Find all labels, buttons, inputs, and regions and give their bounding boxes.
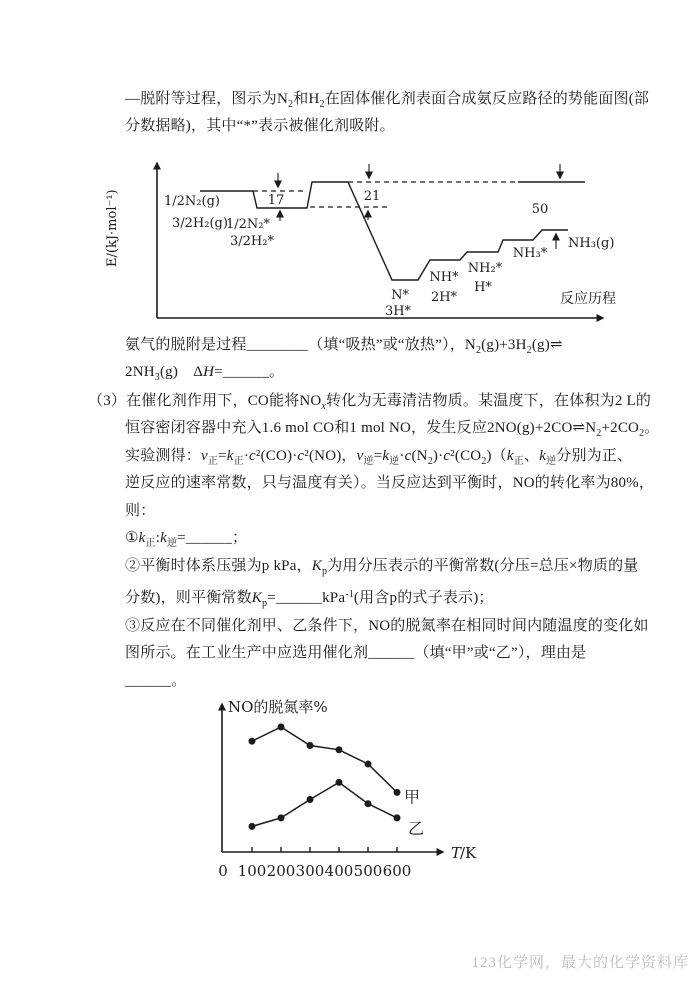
chart-title: NO的脱氮率% (228, 698, 328, 716)
x-tick-label: 300 (295, 862, 325, 880)
energy-x-axis-label: 反应历程 (560, 291, 616, 307)
watermark: 123化学网，最大的化学资料库 (471, 955, 689, 971)
chart-x-unit-T: T (451, 844, 462, 862)
label-nh3-gas: NH₃(g) (568, 236, 615, 251)
chart-series (249, 724, 425, 838)
intro-line-2: 分数据略)，其中“*”表示被催化剂吸附。 (125, 118, 395, 134)
data-point (365, 800, 372, 807)
label-nh-star: NH* (429, 270, 459, 285)
x-tick-label: 400 (324, 862, 354, 880)
x-tick-label: 200 (266, 862, 296, 880)
label-nh2-star: NH₂* (467, 261, 503, 276)
label-reactants-n2: 1/2N₂(g) (164, 194, 220, 209)
intro-line-1: —脱附等过程，图示为$N_2$和$H_2$在固体催化剂表面合成氨反应路径的势能面图(部 (125, 91, 650, 110)
label-2h-star: 2H* (430, 290, 458, 305)
label-reactants-h2: 3/2H₂(g) (172, 216, 228, 231)
series-label-甲: 甲 (404, 787, 421, 807)
label-n-star: N* (391, 288, 409, 303)
q3-rate-cont: 逆反应的速率常数，只与温度有关）。当反应达到平衡时，NO的转化率为80%， (125, 475, 655, 491)
data-point (307, 742, 314, 749)
label-nh3-star: NH₃* (512, 246, 548, 261)
series-line-乙 (252, 782, 397, 826)
x-tick-label: 600 (382, 862, 412, 880)
q3-then: 则： (125, 503, 156, 519)
q3-reaction: 恒容密闭容器中充入1.6 mol CO和1 mol NO，发生反应$2NO(g)+2CO\rightleftharpoons N_2+2CO_2$。 (125, 420, 660, 439)
question-desorption: 氨气的脱附是过程________（填“吸热”或“放热”），$N_2(g)+3H_2(g)\rightleftharpoons$ (125, 337, 563, 356)
data-point (394, 814, 401, 821)
question-delta-h: $2NH_3(g)$ ΔH=______。 (125, 364, 285, 383)
gap-value-17: 17 (267, 193, 285, 208)
data-point (249, 738, 256, 745)
label-3h-star: 3H* (384, 304, 412, 319)
data-point (394, 789, 401, 796)
data-point (365, 761, 372, 768)
energy-y-axis-label: E/(kJ·mol⁻¹) (105, 189, 120, 267)
gap-value-50: 50 (531, 202, 549, 217)
q3-rate-expressions: 实验测得：$v_正=k_正\cdot c^2(CO)\cdot c^2(NO)$，$v_逆=k_逆\cdot c(N_2)\cdot c^2(CO_2)(k_正$、$k_逆$分别为正、 (125, 448, 633, 467)
x-tick-label: 0 (218, 862, 228, 880)
q3-sub3-blank: ______。 (125, 673, 187, 689)
energy-profile-diagram (100, 155, 620, 333)
label-adsorbed-n2: 1/2N₂* (226, 217, 271, 232)
label-h-star: H* (474, 280, 492, 295)
data-point (336, 779, 343, 786)
q3-sub2-line2: 分数)，则平衡常数$K_p=\_\_\_\_\_\_kPa^{-1}$(用含p的式子表示)； (125, 589, 494, 609)
series-label-乙: 乙 (408, 818, 425, 838)
data-point (336, 746, 343, 753)
x-tick-label: 100 (237, 862, 267, 880)
x-tick-label: 500 (353, 862, 383, 880)
q3-sub2-line1: ②平衡时体系压强为p kPa，$K_p$为用分压表示的平衡常数(分压=总压×物质的量 (125, 558, 639, 577)
q3-sub1: $①k_正:k_逆=\_\_\_\_\_\_$； (125, 530, 248, 549)
q3-intro: （3）在催化剂作用下，CO能将$NO_x$转化为无毒清洁物质。某温度下，在体积为2 L的 (88, 393, 652, 412)
gap-value-21: 21 (363, 189, 381, 204)
no-removal-chart (195, 695, 475, 890)
data-point (307, 796, 314, 803)
chart-x-unit-K: /K (460, 844, 477, 862)
data-point (278, 814, 285, 821)
data-point (249, 823, 256, 830)
q3-sub3-line2: 图所示。在工业生产中应选用催化剂______（填“甲”或“乙”），理由是 (125, 645, 587, 661)
series-line-甲 (252, 727, 397, 792)
q3-sub3-line1: ③反应在不同催化剂甲、乙条件下，NO的脱氮率在相同时间内随温度的变化如 (125, 618, 649, 634)
label-adsorbed-h2: 3/2H₂* (230, 234, 274, 249)
data-point (278, 724, 285, 731)
